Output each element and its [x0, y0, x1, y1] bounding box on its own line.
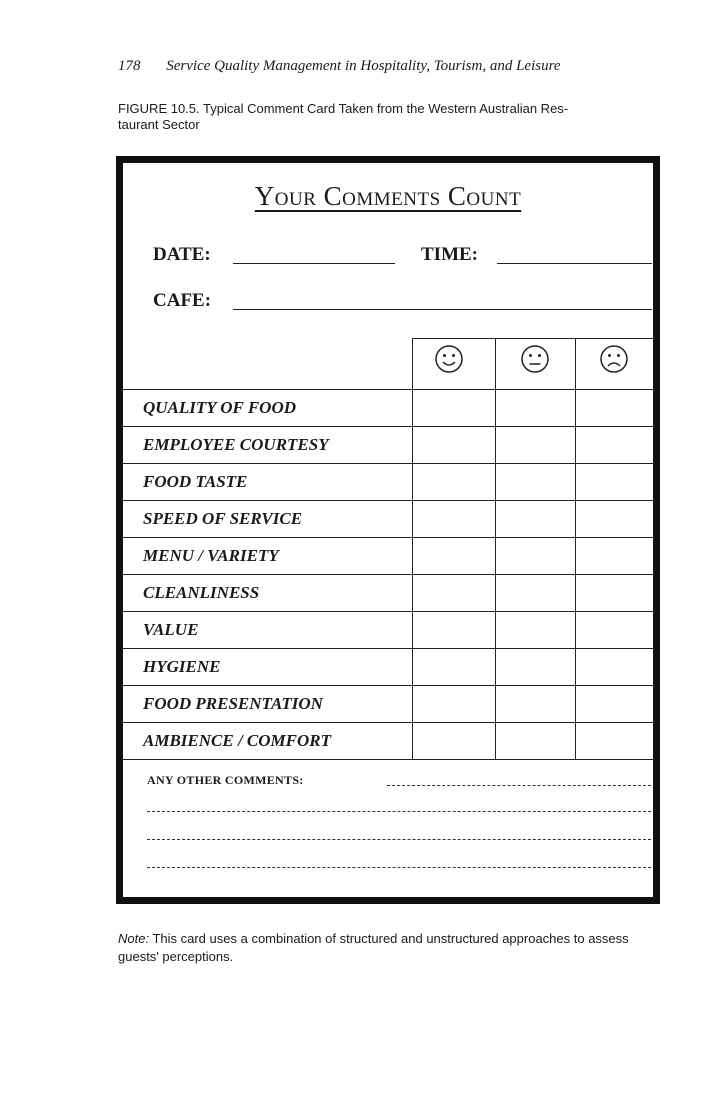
criterion-speed-of-service: SPEED OF SERVICE [143, 509, 303, 528]
criterion-cleanliness: CLEANLINESS [143, 583, 260, 602]
comments-line[interactable] [147, 839, 651, 840]
comment-card [116, 156, 660, 904]
note-text: This card uses a combination of structured and unstructured approaches to assess guests' perceptions. [118, 931, 629, 964]
comments-line[interactable] [387, 785, 651, 786]
criterion-menu-variety: MENU / VARIETY [143, 546, 279, 565]
book-title: Service Quality Management in Hospitality, Tourism, and Leisure [166, 58, 561, 74]
criterion-quality-of-food: QUALITY OF FOOD [143, 398, 297, 417]
card-title: Your Comments Count [254, 181, 522, 211]
figure-caption-line-1: FIGURE 10.5. Typical Comment Card Taken from the Western Australian Res- [118, 101, 569, 116]
running-head [118, 58, 561, 75]
smiling-face-icon [434, 344, 464, 374]
comments-line[interactable] [147, 811, 651, 812]
grid-top-line [412, 338, 653, 339]
criterion-food-presentation: FOOD PRESENTATION [143, 694, 323, 713]
comments-line[interactable] [147, 867, 651, 868]
note-label: Note: [118, 931, 150, 946]
grid-bottom-line [123, 759, 653, 760]
frowning-face-icon [599, 344, 629, 374]
criterion-employee-courtesy: EMPLOYEE COURTESY [143, 435, 329, 454]
figure-note [118, 930, 663, 966]
comments-label: ANY OTHER COMMENTS: [147, 773, 304, 787]
criterion-hygiene: HYGIENE [143, 657, 221, 676]
figure-caption-line-2: taurant Sector [118, 117, 200, 132]
criteria-list [123, 389, 412, 759]
criterion-value: VALUE [143, 620, 199, 639]
date-field[interactable] [233, 263, 395, 264]
date-label: DATE: [153, 244, 211, 265]
figure-caption [118, 101, 658, 133]
time-label: TIME: [421, 244, 478, 265]
neutral-face-icon [520, 344, 550, 374]
page-number: 178 [118, 58, 141, 74]
cafe-field[interactable] [233, 309, 652, 310]
time-field[interactable] [497, 263, 652, 264]
criterion-ambience-comfort: AMBIENCE / COMFORT [143, 731, 331, 750]
cafe-label: CAFE: [153, 290, 212, 311]
criterion-food-taste: FOOD TASTE [143, 472, 248, 491]
